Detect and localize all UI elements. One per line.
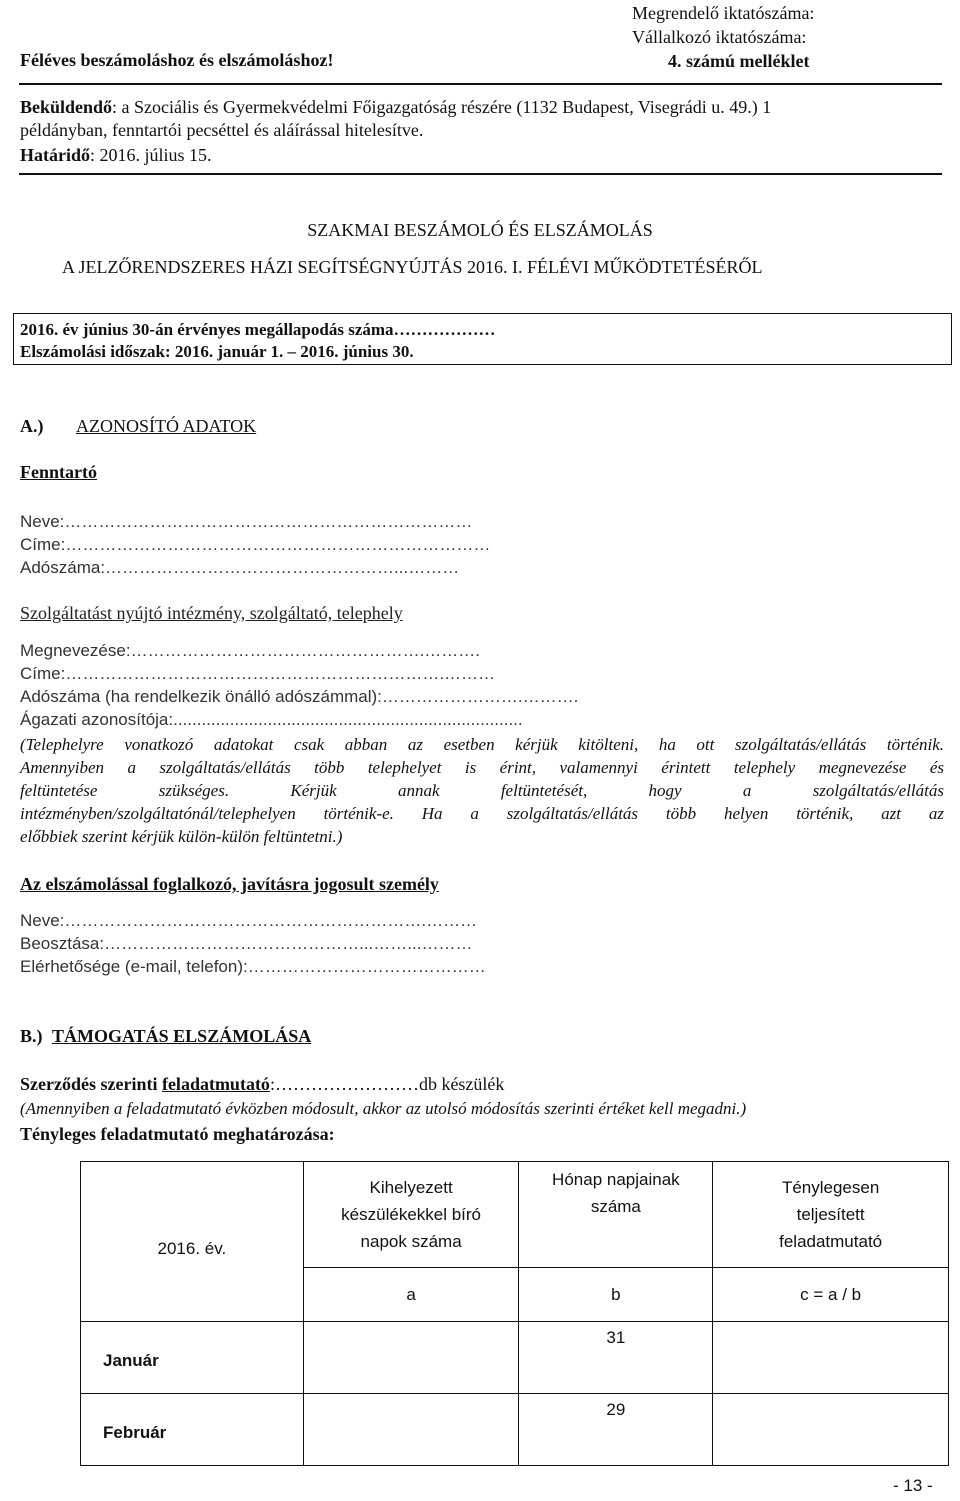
deadline-text: : 2016. július 15. [90, 145, 212, 165]
header-line: teljesített [796, 1205, 865, 1224]
header-line: Kihelyezett [369, 1178, 453, 1197]
note-line: (Telephelyre vonatkozó adatokat csak abban az esetben kérjük kitölteni, ha ott szolgáltatás/ellátás történik. [20, 735, 944, 754]
fenntarto-heading: Fenntartó [20, 462, 97, 482]
header-line: Hónap napjainak [552, 1170, 680, 1189]
formula-cell-a: a [303, 1268, 519, 1322]
agreement-number-line: 2016. év június 30-án érvényes megállapodás száma……………… [20, 320, 496, 339]
contractor-filing-number-label: Vállalkozó iktatószáma: [632, 27, 807, 47]
section-b-marker: B.) [20, 1026, 43, 1046]
deadline-line [20, 145, 212, 166]
header-line: készülékekkel bíró [341, 1205, 482, 1224]
responsible-position-field: Beosztása:………………………………………...……...……… [20, 934, 473, 953]
note-line: intézményben/szolgáltatónál/telephelyen történik-e. Ha a szolgáltatás/ellátás több helyen történik, azt az [20, 804, 944, 823]
header-line: napok száma [360, 1232, 462, 1251]
fenntarto-address-field: Címe:………………………………………………………………… [20, 535, 491, 554]
contract-indicator-prefix: Szerződés szerinti [20, 1074, 162, 1094]
responsible-contact-field: Elérhetősége (e-mail, telefon):…………………………………… [20, 957, 486, 976]
submit-line-1 [20, 97, 771, 118]
contract-indicator-line [20, 1074, 504, 1095]
table-row [81, 1394, 949, 1466]
submit-line-2: példányban, fenntartói pecséttel és aláírással hitelesítve. [20, 120, 424, 140]
actual-indicator-heading: Tényleges feladatmutató meghatározása: [20, 1124, 335, 1144]
document-left-title: Féléves beszámoláshoz és elszámoláshoz! [20, 50, 334, 70]
submit-text: : a Szociális és Gyermekvédelmi Főigazgatóság részére (1132 Budapest, Visegrádi u. 49.) 1 [112, 97, 772, 117]
section-a-marker: A.) [20, 416, 44, 436]
provider-address-field: Címe:………………………………………………………….……… [20, 664, 496, 683]
year-cell: 2016. év. [81, 1162, 304, 1322]
value-cell-b: 31 [519, 1322, 713, 1394]
page-number: - 13 - [893, 1476, 933, 1495]
header-cell-actual-indicator [713, 1162, 949, 1268]
fenntarto-tax-number-field: Adószáma:……………………………………………...……… [20, 558, 460, 577]
contract-indicator-rest: :……………………db készülék [269, 1074, 505, 1094]
header-rule-top [19, 83, 942, 85]
site-instructions-note [20, 733, 944, 848]
month-cell: Január [81, 1322, 304, 1394]
provider-name-field: Megnevezése:…………………………………………….………. [20, 641, 481, 660]
value-cell-b: 29 [519, 1394, 713, 1466]
service-provider-heading: Szolgáltatást nyújtó intézmény, szolgáltató, telephely [20, 603, 403, 623]
formula-cell-b: b [519, 1268, 713, 1322]
value-cell-c [713, 1322, 949, 1394]
contract-indicator-word: feladatmutató [161, 1074, 270, 1094]
fenntarto-name-field: Neve:……………………………………………………………… [20, 512, 473, 531]
table-row [81, 1322, 949, 1394]
value-cell-a [303, 1394, 519, 1466]
report-title-line-1: SZAKMAI BESZÁMOLÓ ÉS ELSZÁMOLÁS [307, 220, 653, 240]
client-filing-number-label: Megrendelő iktatószáma: [632, 3, 815, 23]
value-cell-c [713, 1394, 949, 1466]
month-cell: Február [81, 1394, 304, 1466]
header-line: száma [590, 1197, 641, 1216]
header-line: feladatmutató [779, 1232, 883, 1251]
header-cell-month-days [519, 1162, 713, 1268]
header-cell-days-with-devices [303, 1162, 519, 1268]
value-cell-a [303, 1322, 519, 1394]
responsible-name-field: Neve:……………………………………………………….……… [20, 911, 478, 930]
appendix-label: 4. számú melléklet [668, 51, 810, 71]
submit-label: Beküldendő [20, 97, 113, 117]
formula-cell-c: c = a / b [713, 1268, 949, 1322]
note-line: feltüntetése szükséges. Kérjük annak feltüntetését, hogy a szolgáltatás/ellátás [20, 781, 944, 800]
report-title-line-2: A JELZŐRENDSZERES HÁZI SEGÍTSÉGNYÚJTÁS 2016. I. FÉLÉVI MŰKÖDTETÉSÉRŐL [62, 257, 763, 277]
provider-tax-number-field: Adószáma (ha rendelkezik önálló adószámmal):…………………….………. [20, 687, 579, 706]
note-line: Amennyiben a szolgáltatás/ellátás több telephelyet is érint, valamennyi érintett telephely megnevezése és [20, 758, 944, 777]
deadline-label: Határidő [20, 145, 90, 165]
section-b-title: TÁMOGATÁS ELSZÁMOLÁSA [52, 1026, 312, 1046]
header-line: Ténylegesen [781, 1178, 880, 1197]
section-a-title: AZONOSÍTÓ ADATOK [76, 416, 257, 436]
settlement-period-line: Elszámolási időszak: 2016. január 1. – 2016. június 30. [20, 342, 414, 361]
note-line: előbbiek szerint kérjük külön-külön feltüntetni.) [20, 827, 343, 846]
indicator-note: (Amennyiben a feladatmutató évközben módosult, akkor az utolsó módosítás szerinti értéket kell megadni.) [20, 1099, 747, 1118]
table-header-row [81, 1162, 949, 1268]
sector-identifier-field: Ágazati azonosítója:.......................................................................... [20, 710, 523, 729]
header-rule-bottom [19, 173, 942, 175]
responsible-person-heading: Az elszámolással foglalkozó, javításra jogosult személy [20, 874, 439, 894]
indicator-table [80, 1161, 949, 1466]
